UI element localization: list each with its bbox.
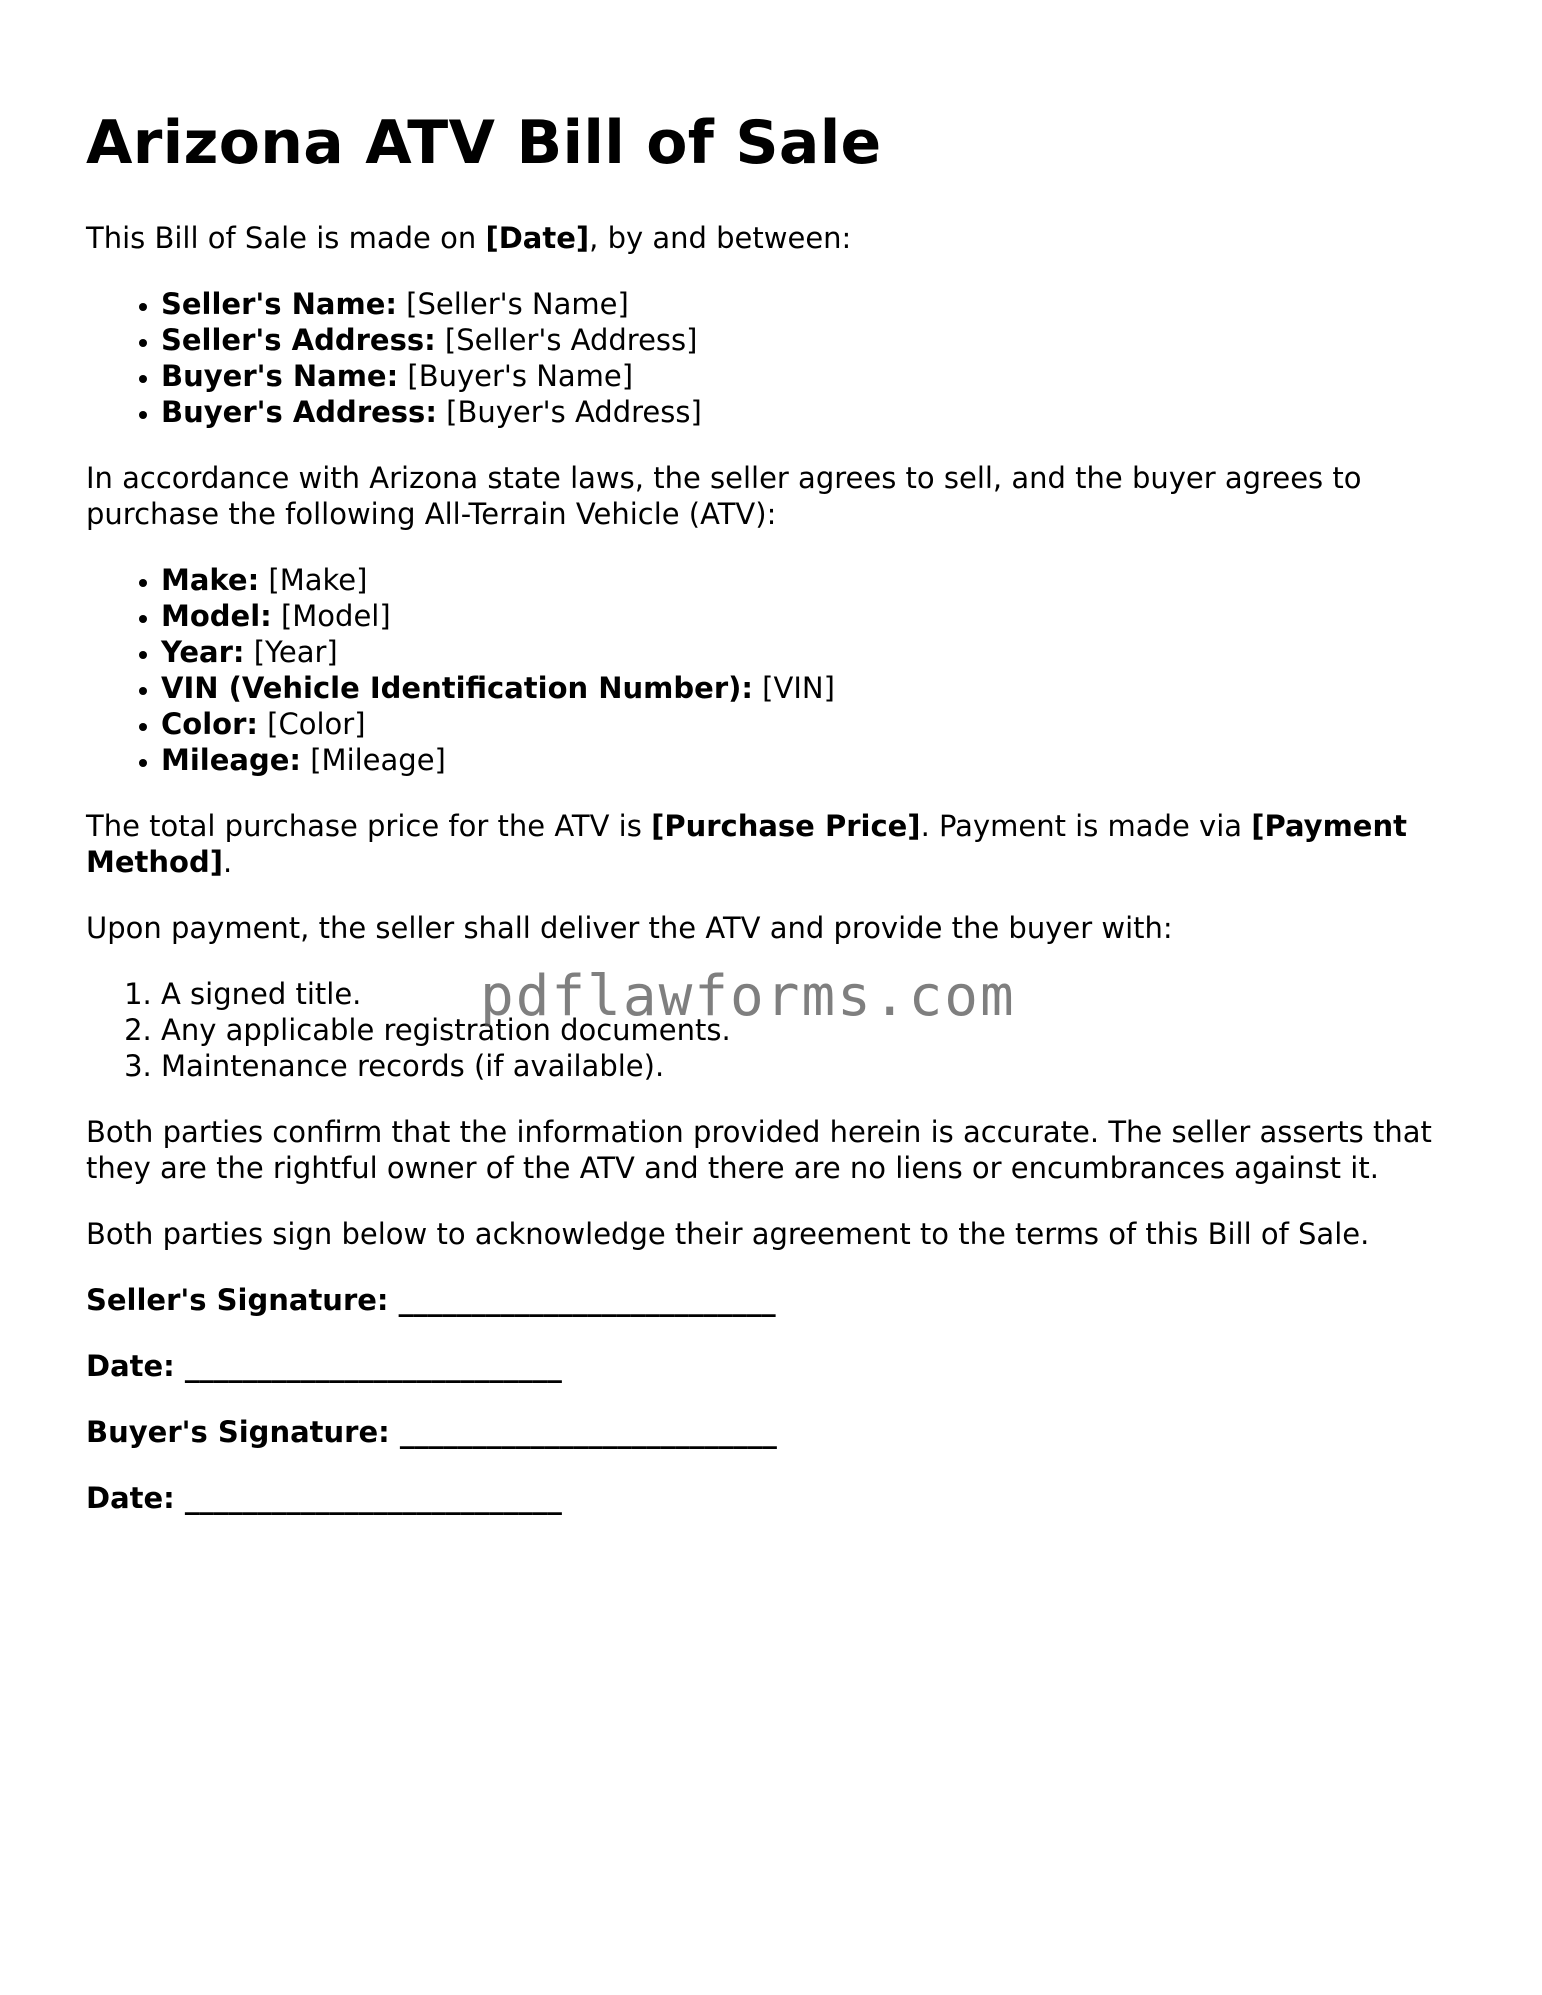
item-value: [Buyer's Name] [398,359,634,393]
item-label: Seller's Name: [161,287,397,321]
list-item: 2. Any applicable registration documents. [161,1012,1466,1048]
confirm-paragraph: Both parties confirm that the information provided herein is accurate. The seller asserts that they are the rightful owner of the ATV and there are no liens or encumbrances against it. [86,1115,1432,1185]
list-item [161,706,1466,742]
acknowledge-paragraph: Both parties sign below to acknowledge their agreement to the terms of this Bill of Sale. [86,1217,1370,1251]
item-label: Make: [161,563,260,597]
list-item [161,634,1466,670]
list-item [161,322,1466,358]
list-item [161,670,1466,706]
item-value: [Year] [244,635,338,669]
item-label: Seller's Address: [161,323,436,357]
buyer-signature-line: Buyer's Signature: __________________________ [86,1415,777,1449]
item-label: Mileage: [161,743,302,777]
intro-prefix: This Bill of Sale is made on [86,221,486,255]
list-item [161,358,1466,394]
document-title: Arizona ATV Bill of Sale [86,108,882,178]
watermark: pdflawforms.com [480,964,1016,1029]
item-value: [Model] [271,599,391,633]
item-value: [Mileage] [301,743,446,777]
price-suffix: . [222,845,233,879]
list-item [161,394,1466,430]
item-value: [VIN] [752,671,835,705]
list-item: 1. A signed title. [161,976,1466,1012]
seller-signature-line: Seller's Signature: __________________________ [86,1283,776,1317]
item-value: [Color] [257,707,366,741]
item-value: [Seller's Address] [435,323,698,357]
list-item: 3. Maintenance records (if available). [161,1048,1466,1084]
purchase-price-placeholder: [Purchase Price] [651,809,921,843]
price-middle: . Payment is made via [920,809,1252,843]
item-label: Model: [161,599,272,633]
parties-list [86,286,1466,430]
price-prefix: The total purchase price for the ATV is [86,809,652,843]
item-label: VIN (Vehicle Identification Number): [161,671,753,705]
item-value: [Buyer's Address] [436,395,702,429]
date-placeholder: [Date] [485,221,590,255]
item-label: Buyer's Name: [161,359,399,393]
accordance-paragraph: In accordance with Arizona state laws, the seller agrees to sell, and the buyer agrees to purchase the following All-Terrain Vehicle (ATV): [86,461,1362,531]
seller-date-line: Date: __________________________ [86,1349,562,1383]
list-item [161,598,1466,634]
list-item [161,742,1466,778]
delivery-list [86,976,1466,1084]
document-page [86,104,1466,1546]
item-value: [Make] [259,563,368,597]
item-label: Year: [161,635,245,669]
vehicle-list [86,562,1466,778]
item-label: Color: [161,707,258,741]
list-item [161,286,1466,322]
price-paragraph [86,808,1466,880]
delivery-paragraph: Upon payment, the seller shall deliver the ATV and provide the buyer with: [86,911,1173,945]
item-label: Buyer's Address: [161,395,437,429]
item-value: [Seller's Name] [396,287,629,321]
list-item [161,562,1466,598]
intro-paragraph [86,220,1466,256]
intro-suffix: , by and between: [589,221,852,255]
payment-method-placeholder: [Payment Method] [86,809,1407,879]
buyer-date-line: Date: __________________________ [86,1481,562,1515]
